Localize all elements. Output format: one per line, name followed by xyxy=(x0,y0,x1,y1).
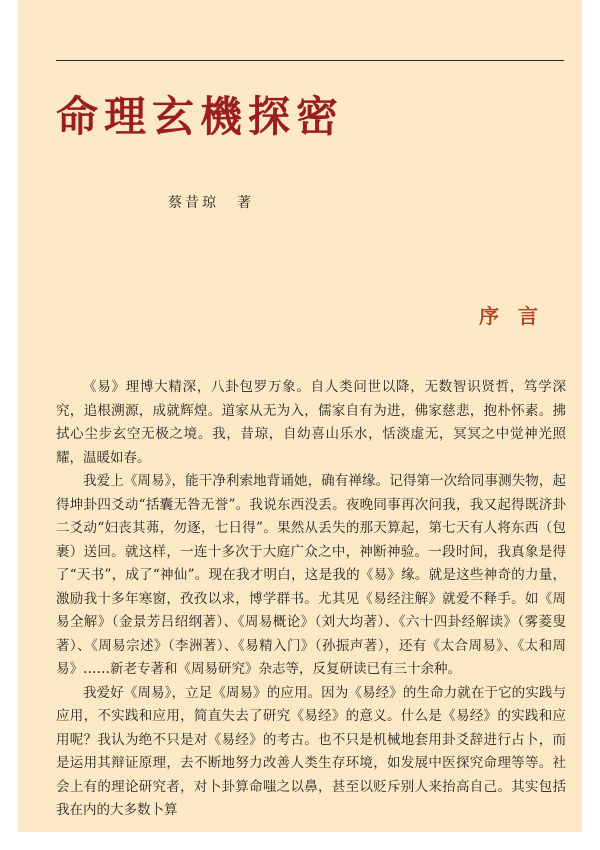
paragraph: 《易》理博大精深，八卦包罗万象。自人类问世以降，无数智识贤哲，笃学深究，追根溯源，成就辉煌。道家从无为入，儒家自有为进，佛家慈悲，抱朴怀素。拂拭心尘步玄空无极之境。我，昔琼，自幼喜山乐水，恬淡虚无，冥冥之中觉神光照耀，温暖如春。 xyxy=(56,379,566,466)
book-title: 命理玄機探密 xyxy=(56,92,345,141)
author-name: 蔡昔琼 xyxy=(168,195,219,211)
body-text xyxy=(56,376,566,823)
author-role: 著 xyxy=(237,195,254,211)
book-page xyxy=(18,0,582,832)
top-rule xyxy=(56,60,564,61)
author-line xyxy=(168,192,254,212)
paragraph: 我爱好《周易》，立足《周易》的应用。因为《易经》的生命力就在于它的实践与应用，不实践和应用，简直失去了研究《易经》的意义。什么是《易经》的实践和应用呢？我认为绝不只是对《易经》的考古。也不只是机械地套用卦爻辞进行占卜，而是运用其辩证原理，去不断地努力改善人类生存环境，如发展中医探究命理等等。社会上有的理论研究者，对卜卦算命嗤之以鼻，甚至以贬斥别人来抬高自己。其实包括我在内的大多数卜算 xyxy=(56,684,566,818)
section-heading: 序 言 xyxy=(479,304,544,328)
paragraph: 我爱上《周易》，能干净利索地背诵她，确有禅缘。记得第一次给同事测失物，起得坤卦四爻动“括囊无咎无誉”。我说东西没丢。夜晚同事再次问我，我又起得既济卦二爻动“妇丧其茀，勿逐，七日得”。果然从丢失的那天算起，第七天有人将东西（包裹）送回。就这样，一连十多次于大庭广众之中，神断神验。一段时间，我真象是得了“天书”，成了“神仙”。现在我才明白，这是我的《易》缘。就是这些神奇的力量，激励我十多年寒窗，孜孜以求，博学群书。尤其见《易经注解》就爱不释手。如《周易全解》（金景芳吕绍纲著）、《周易概论》（刘大均著）、《六十四卦经解读》（雾菱叟著）、《周易宗述》（李洲著）、《易精入门》（孙振声著），还有《太合周易》、《太和周易》……新老专著和《周易研究》杂志等，反复研读已有三十余种。 xyxy=(56,473,566,677)
